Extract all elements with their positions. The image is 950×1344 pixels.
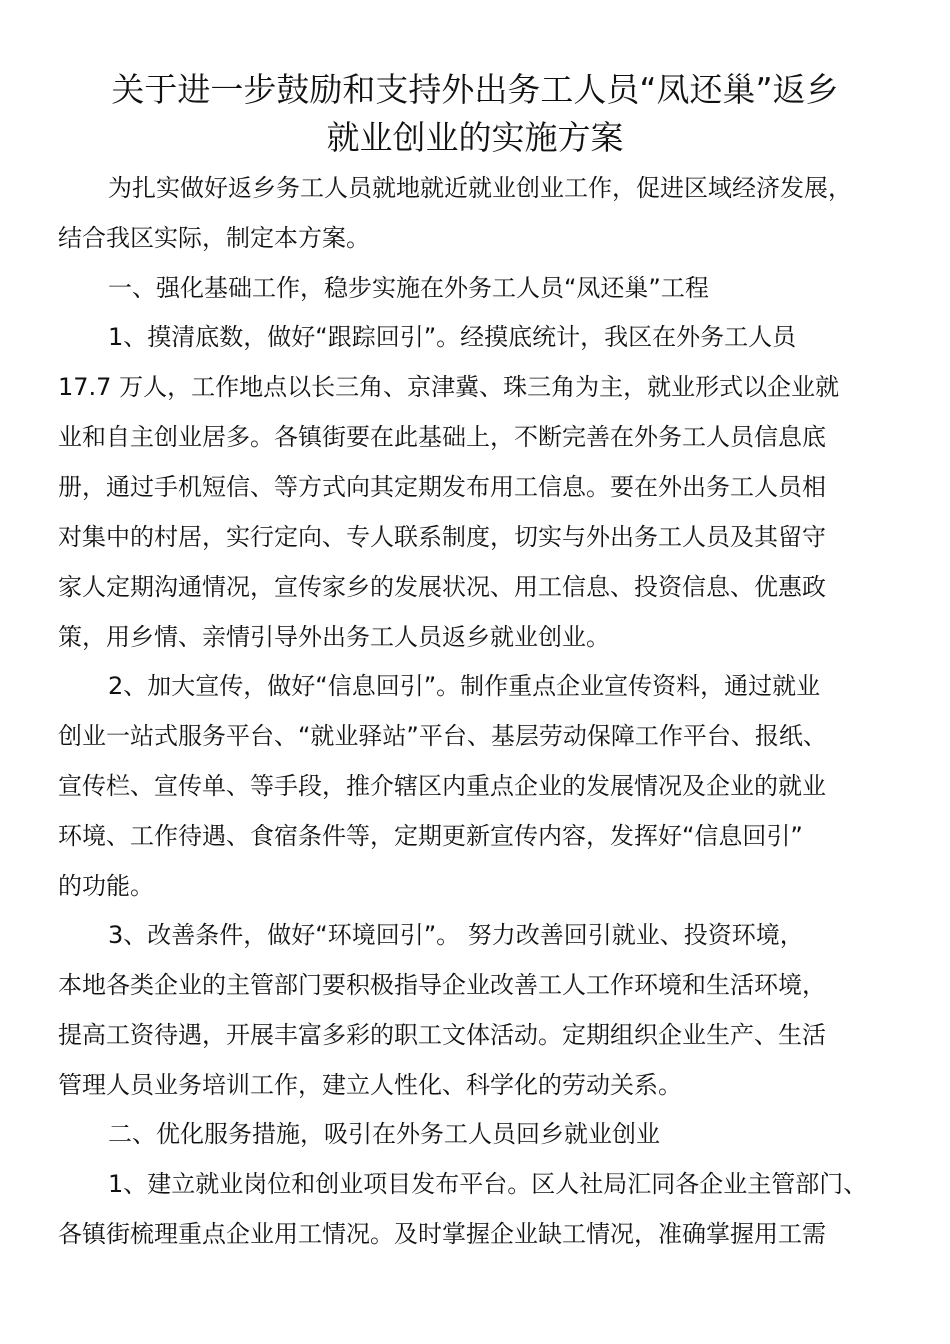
body-line: 册，通过手机短信、等方式向其定期发布用工信息。要在外出务工人员相: [58, 473, 826, 501]
document-title-line-1: 关于进一步鼓励和支持外出务工人员“凤还巢”返乡: [111, 70, 839, 109]
body-line: 环境、工作待遇、食宿条件等，定期更新宣传内容，发挥好“信息回引”: [58, 822, 803, 850]
body-line: 提高工资待遇，开展丰富多彩的职工文体活动。定期组织企业生产、生活: [58, 1021, 826, 1049]
body-line: 策，用乡情、亲情引导外出务工人员返乡就业创业。: [58, 623, 610, 651]
body-line: 家人定期沟通情况，宣传家乡的发展状况、用工信息、投资信息、优惠政: [58, 573, 826, 601]
body-line: 的功能。: [58, 872, 154, 900]
body-line: 创业一站式服务平台、“就业驿站”平台、基层劳动保障工作平台、报纸、: [58, 722, 827, 750]
section-heading: 一、强化基础工作，稳步实施在外务工人员“凤还巢”工程: [108, 274, 709, 302]
body-line: 对集中的村居，实行定向、专人联系制度，切实与外出务工人员及其留守: [58, 523, 826, 551]
body-line: 3、改善条件，做好“环境回引”。 努力改善回引就业、投资环境，: [108, 921, 804, 949]
body-line: 17.7 万人，工作地点以长三角、京津冀、珠三角为主，就业形式以企业就: [58, 373, 840, 401]
document-title-line-2: 就业创业的实施方案: [326, 118, 624, 157]
body-line: 结合我区实际，制定本方案。: [58, 224, 370, 252]
body-line: 各镇街梳理重点企业用工情况。及时掌握企业缺工情况，准确掌握用工需: [58, 1220, 826, 1248]
body-line: 管理人员业务培训工作，建立人性化、科学化的劳动关系。: [58, 1071, 682, 1099]
body-line: 1、建立就业岗位和创业项目发布平台。区人社局汇同各企业主管部门、: [108, 1170, 868, 1198]
body-line: 本地各类企业的主管部门要积极指导企业改善工人工作环境和生活环境，: [58, 971, 826, 999]
body-line: 1、摸清底数，做好“跟踪回引”。经摸底统计，我区在外务工人员: [108, 323, 797, 351]
body-line: 为扎实做好返乡务工人员就地就近就业创业工作，促进区域经济发展，: [108, 174, 852, 202]
section-heading: 二、优化服务措施，吸引在外务工人员回乡就业创业: [108, 1120, 660, 1148]
body-line: 2、加大宣传，做好“信息回引”。制作重点企业宣传资料，通过就业: [108, 672, 821, 700]
body-line: 业和自主创业居多。各镇街要在此基础上，不断完善在外务工人员信息底: [58, 423, 826, 451]
body-line: 宣传栏、宣传单、等手段，推介辖区内重点企业的发展情况及企业的就业: [58, 772, 826, 800]
